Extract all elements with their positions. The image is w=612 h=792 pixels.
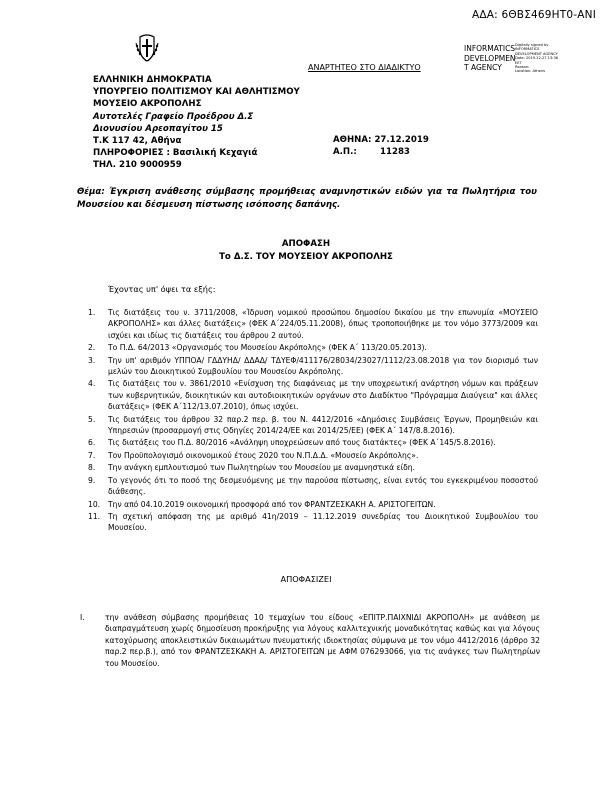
stamp-line: Date: 2019.12.27 13:36 [515,56,559,61]
item-text: Το γεγονός ότι το ποσό της δεσμευόμενης με την παρούσα πίστωσης, είναι εντός του εγκεκριμένου ποσοστού διάθεσης. [108,475,538,497]
list-item [90,355,538,378]
subject-line: Θέμα: Έγκριση ανάθεσης σύμβασης προμήθειας αναμνηστικών ειδών για τα Πωλητήρια του Μουσείου και δέσμευση πίστωσης ισόποσης δαπάνης. [77,187,537,210]
item-text: Την ανάγκη εμπλουτισμού των Πωλητηρίων του Μουσείου με αναμνηστικά είδη. [108,463,416,473]
item-number: 9. [88,475,96,485]
item-number: 3. [88,355,96,365]
contact-line: ΠΛΗΡΟΦΟΡΙΕΣ : Βασιλική Κεχαγιά [93,148,258,159]
item-text: Τις διατάξεις του ν. 3711/2008, «Ίδρυση νομικού προσώπου δημοσίου δικαίου με την επωνυμία «ΜΟΥΣΕΙΟ ΑΚΡΟΠΟΛΗΣ» και άλλες διατάξεις» (ΦΕΚ Α΄224/05.11.2008), όπως τροποποιήθηκε με τον νόμο 3773/2009 και ισχύει και ιδίως τις διατάξεις του άρθρου 2 αυτού. [108,308,538,340]
republic-line: ΕΛΛΗΝΙΚΗ ΔΗΜΟΚΡΑΤΙΑ [93,75,212,85]
ministry-line: ΥΠΟΥΡΓΕΙΟ ΠΟΛΙΤΙΣΜΟΥ ΚΑΙ ΑΘΛΗΤΙΣΜΟΥ [93,87,300,98]
item-number: 4. [88,379,96,389]
signature-agency-line: T AGENCY [464,63,502,72]
list-item [90,437,538,448]
office-line: Αυτοτελές Γραφείο Προέδρου Δ.Σ [93,111,254,122]
decision-title [0,238,612,263]
item-text: Το Π.Δ. 64/2013 «Οργανισμός του Μουσείου Ακρόπολης» (ΦΕΚ Α΄ 113/20.05.2013). [108,343,427,353]
considerations-list [90,307,538,535]
list-item [90,511,538,534]
board-heading: Το Δ.Σ. ΤΟΥ ΜΟΥΣΕΙΟΥ ΑΚΡΟΠΟΛΗΣ [219,251,393,262]
address-line: Διονυσίου Αρεοπαγίτου 15 [93,123,223,134]
sender-header [93,74,300,172]
list-item [90,499,538,510]
date-value: 27.12.2019 [374,135,429,145]
item-number: 11. [88,511,101,521]
decision-number: I. [80,613,85,622]
stamp-line: EET [515,60,522,65]
signature-agency [464,44,516,73]
item-text: Τις διατάξεις του Π.Δ. 80/2016 «Ανάληψη υποχρεώσεων από τους διατάκτες» (ΦΕΚ Α΄145/5.8.2016). [108,438,496,448]
list-item [90,475,538,498]
list-item [90,307,538,341]
item-number: 7. [88,450,96,460]
item-text: Την από 04.10.2019 οικονομική προσφορά από τον ΦΡΑΝΤΖΕΣΚΑΚΗ Α. ΑΡΙΣΤΟΓΕΙΤΩΝ. [108,499,436,509]
item-text: Τις διατάξεις του άρθρου 32 παρ.2 περ. β. του Ν. 4412/2016 «Δημόσιες Συμβάσεις Έργων, Προμηθειών και Υπηρεσιών (προσαρμογή στις Οδηγίες 2014/24/ΕΕ και 2014/25/ΕΕ) (ΦΕΚ Α΄ 147/8.8.2016). [108,414,538,436]
item-number: 1. [88,308,96,317]
list-item [90,462,538,473]
item-number: 10. [88,499,101,509]
item-text: Τον Προϋπολογισμό οικονομικού έτους 2020 του Ν.Π.Δ.Δ. «Μουσείο Ακρόπολης». [108,450,419,460]
protocol-value: 11283 [380,147,410,157]
publish-online-note: ΑΝΑΡΤΗΤΕΟ ΣΤΟ ΔΙΑΔΙΚΤΥΟ [308,63,421,72]
item-text: Την υπ' αριθμόν ΥΠΠΟΑ/ ΓΔΔΥΗΔ/ ΔΔΑΔ/ ΤΔΥΕΦ/411176/28034/23027/1112/23.08.2018 για τον διορισμό των μελών του Διοικητικού Συμβουλίου του Μουσείου Ακρόπολης. [108,355,538,377]
item-number: 5. [88,414,96,424]
stamp-line: Location: Athens [515,69,545,74]
list-item [90,414,538,437]
stamp-line: Reason: [515,64,530,69]
protocol-label: Α.Π.: [333,147,357,157]
phone-line: ΤΗΛ. 210 9000959 [93,160,182,171]
list-item [90,378,538,412]
postcode-line: Τ.Κ 117 42, Αθήνα [93,136,182,147]
item-number: 2. [88,343,96,353]
item-text: Τη σχετική απόφαση της με αριθμό 41η/2019 – 11.12.2019 συνεδρίας του Διοικητικού Συμβουλίου του Μουσείου. [108,511,538,533]
item-text: Τις διατάξεις του ν. 3861/2010 «Ενίσχυση της διαφάνειας με την υποχρεωτική ανάρτηση νόμων και πράξεων των κυβερνητικών, διοικητικών και αυτοδιοικητικών οργάνων στο Διαδίκτυο "Πρόγραμμα Διαύγεια" και άλλες διατάξεις» (ΦΕΚ Α΄112/13.07.2010), όπως ισχύει. [108,379,538,412]
decision-item [80,612,540,669]
list-item [90,342,538,353]
decision-heading: ΑΠΟΦΑΣΗ [281,239,331,249]
stamp-line: DEVELOPMENT AGENCY [515,51,558,56]
stamp-line: INFORMATICS [515,47,540,52]
signature-agency-line: INFORMATICS [464,44,516,53]
date-block [333,134,429,158]
greek-emblem-icon [134,33,160,63]
decides-heading: ΑΠΟΦΑΣΙΖΕΙ [280,574,332,584]
digital-signature-stamp [515,43,565,74]
decision-text: την ανάθεση σύμβασης προμήθειας 10 τεμαχίων του είδους «ΕΠΙΤΡ.ΠΑΙΧΝΙΔΙ ΑΚΡΟΠΟΛΗ» με ανάθεση με διαπραγμάτευση χωρίς δημοσίευση προκήρυξης για λόγους καλλιτεχνικής μοναδικότητας καθώς και για λόγους κατοχύρωσης αποκλειστικών δικαιωμάτων πνευματικής ιδιοκτησίας σύμφωνα με τον νόμο 4412/2016 (άρθρο 32 παρ.2 περ.β.), από τον ΦΡΑΝΤΖΕΣΚΑΚΗ Α. ΑΡΙΣΤΟΓΕΙΤΩΝ με ΑΦΜ 076293066, για τις ανάγκες των Πωλητηρίων του Μουσείου. [105,613,540,668]
signature-agency-line: DEVELOPMEN [464,53,516,63]
item-number: 8. [88,463,96,473]
date-label: ΑΘΗΝΑ: [333,135,372,145]
considering-intro: Έχοντας υπ' όψει τα εξής: [108,284,216,294]
list-item [90,450,538,461]
stamp-line: Digitally signed by [515,43,549,47]
ada-number: ΑΔΑ: 6ΘΒΣ469ΗΤ0-ΑΝΙ [472,9,596,21]
item-number: 6. [88,438,96,448]
museum-line: ΜΟΥΣΕΙΟ ΑΚΡΟΠΟΛΗΣ [93,99,202,110]
